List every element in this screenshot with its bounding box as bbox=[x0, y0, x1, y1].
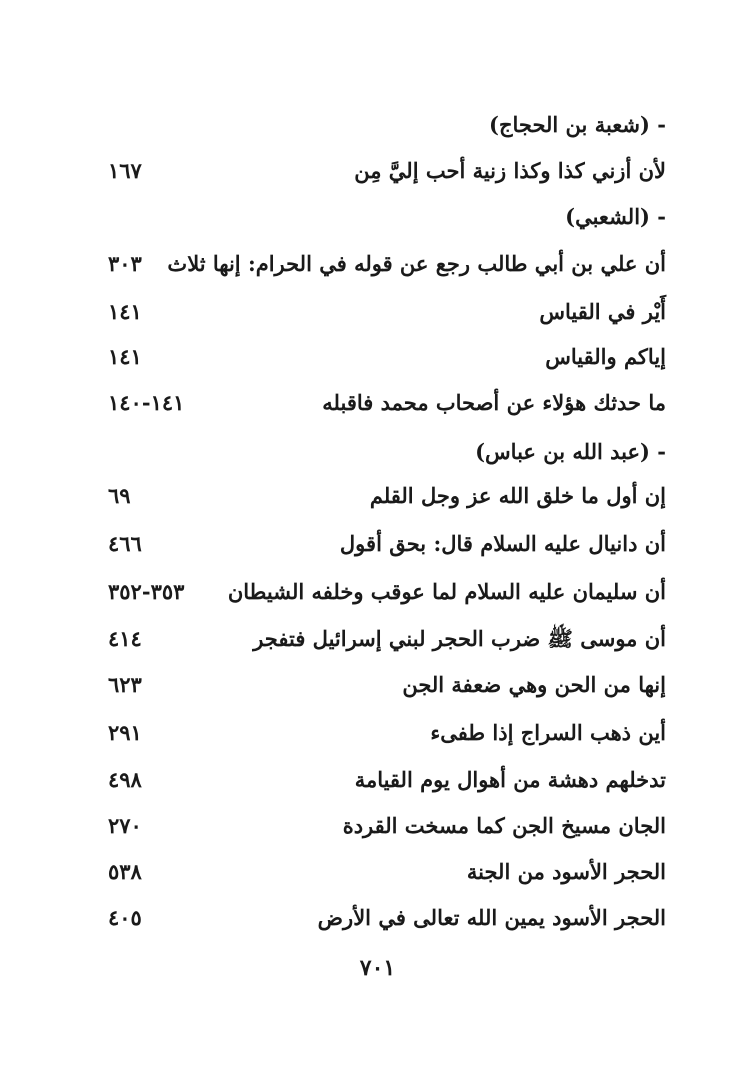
entry-page: ١٤١ bbox=[108, 299, 142, 324]
entry-page: ٣٥٣-٣٥٢ bbox=[108, 579, 185, 604]
entry-page: ٤٩٨ bbox=[108, 767, 142, 792]
index-entry bbox=[108, 337, 666, 377]
entry-page: ٥٣٨ bbox=[108, 859, 142, 884]
entry-text: أن سليمان عليه السلام لما عوقب وخلفه الشيطان bbox=[227, 579, 666, 604]
entry-text: إن أول ما خلق الله عز وجل القلم bbox=[369, 483, 666, 508]
entry-page: ٤١٤ bbox=[108, 626, 142, 651]
page-number: ٧٠١ bbox=[359, 955, 396, 981]
index-entry bbox=[108, 244, 666, 284]
entry-text: - (الشعبي) bbox=[565, 204, 666, 229]
entry-page: ١٤١-١٤٠ bbox=[108, 390, 185, 415]
section-heading bbox=[108, 432, 666, 472]
section-heading bbox=[108, 105, 666, 145]
entry-text: أن علي بن أبي طالب رجع عن قوله في الحرام: إنها ثلاث bbox=[167, 251, 666, 276]
entry-text: - (شعبة بن الحجاج) bbox=[489, 112, 666, 137]
entry-text: ما حدثك هؤلاء عن أصحاب محمد فاقبله bbox=[322, 390, 666, 415]
index-entry bbox=[108, 619, 666, 659]
entry-page: ١٦٧ bbox=[108, 158, 142, 183]
section-heading bbox=[108, 197, 666, 237]
entry-text: أَيْر في القياس bbox=[539, 299, 666, 324]
index-entry bbox=[108, 852, 666, 892]
index-entry bbox=[108, 760, 666, 800]
index-entry bbox=[108, 806, 666, 846]
entry-page: ٤٦٦ bbox=[108, 531, 142, 556]
entry-text: الحجر الأسود من الجنة bbox=[466, 859, 666, 884]
entry-page: ١٤١ bbox=[108, 344, 142, 369]
entry-text: تدخلهم دهشة من أهوال يوم القيامة bbox=[354, 767, 666, 792]
entry-text: أين ذهب السراج إذا طفىء bbox=[430, 720, 666, 745]
index-entry bbox=[108, 898, 666, 938]
entry-text: إنها من الحن وهي ضعفة الجن bbox=[402, 672, 666, 697]
index-entry bbox=[108, 151, 666, 191]
index-entry bbox=[108, 383, 666, 423]
entry-page: ٣٠٣ bbox=[108, 251, 142, 276]
entry-text: الحجر الأسود يمين الله تعالى في الأرض bbox=[317, 905, 666, 930]
index-entry bbox=[108, 476, 666, 516]
entry-page: ٤٠٥ bbox=[108, 905, 142, 930]
index-entry bbox=[108, 665, 666, 705]
entry-page: ٦٢٣ bbox=[108, 672, 142, 697]
entry-text: أن دانيال عليه السلام قال: بحق أقول bbox=[339, 531, 666, 556]
index-entry bbox=[108, 572, 666, 612]
entry-page: ٢٧٠ bbox=[108, 813, 142, 838]
entry-text: - (عبد الله بن عباس) bbox=[475, 439, 666, 464]
entry-page: ٢٩١ bbox=[108, 720, 142, 745]
index-entry bbox=[108, 524, 666, 564]
entry-text: إياكم والقياس bbox=[545, 344, 666, 369]
entry-text: أن موسى ﷺ ضرب الحجر لبني إسرائيل فتفجر bbox=[253, 626, 666, 651]
entry-text: لأن أزني كذا وكذا زنية أحب إليَّ مِن bbox=[354, 158, 666, 183]
entry-text: الجان مسيخ الجن كما مسخت القردة bbox=[342, 813, 666, 838]
index-entry bbox=[108, 713, 666, 753]
entry-page: ٦٩ bbox=[108, 483, 131, 508]
index-entry bbox=[108, 292, 666, 332]
